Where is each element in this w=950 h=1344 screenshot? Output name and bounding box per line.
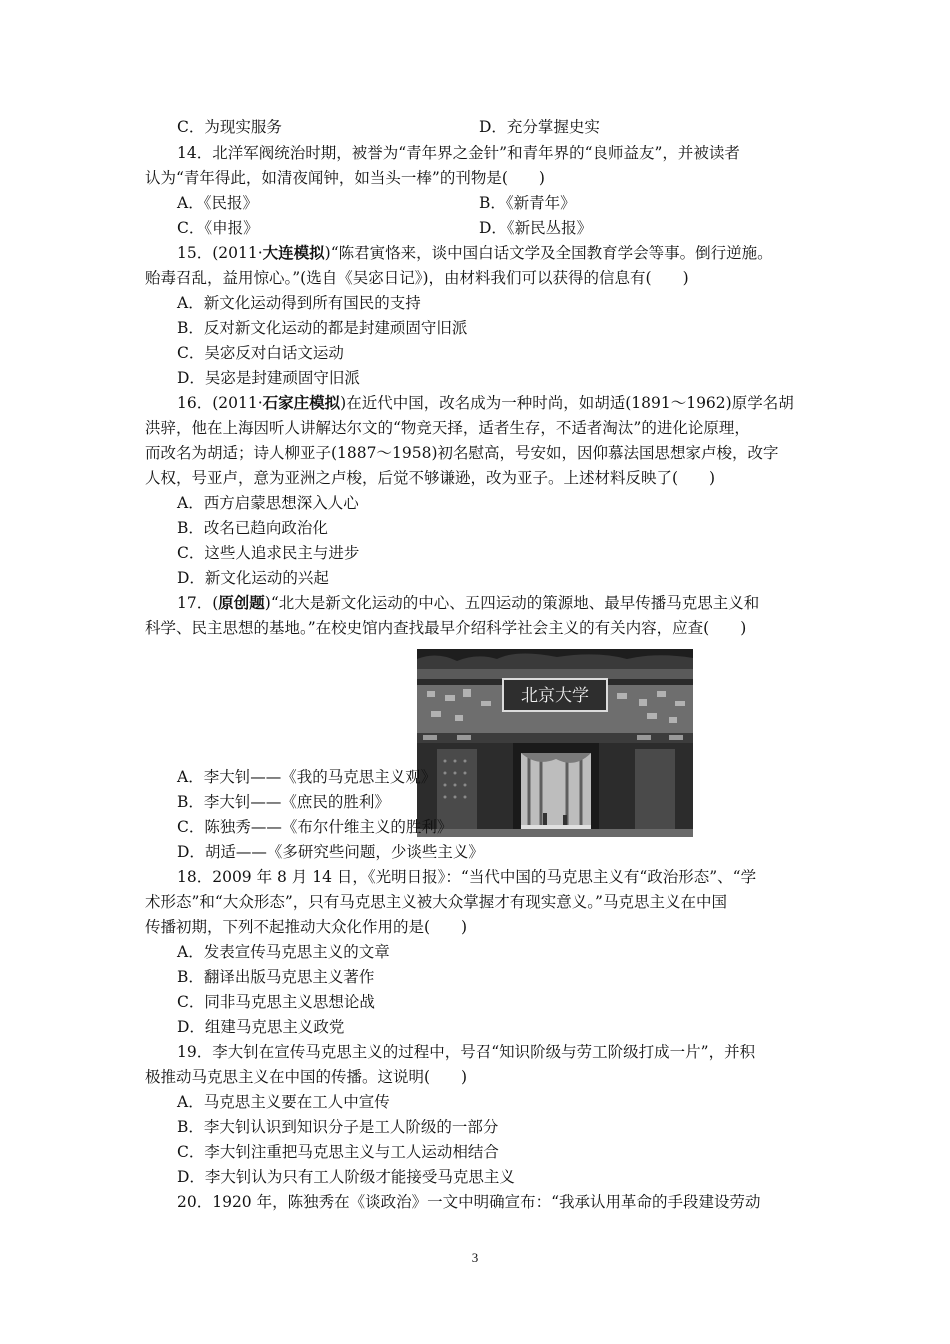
q15-option-c: C．吴宓反对白话文运动 [177, 344, 344, 362]
q19-option-a: A．马克思主义要在工人中宣传 [177, 1093, 390, 1111]
q16-option-d: D．新文化运动的兴起 [177, 569, 329, 587]
q16-source: 石家庄模拟 [262, 393, 341, 412]
q14-option-c: C．《申报》 [177, 219, 259, 237]
q18-option-c: C．同非马克思主义思想论战 [177, 993, 375, 1011]
q14-option-b: B．《新青年》 [479, 194, 576, 212]
q18-stem-line2: 术形态”和“大众形态”，只有马克思主义被大众掌握才有现实意义。”马克思主义在中国 [145, 893, 727, 911]
q16-number: 16．(2011· [177, 394, 263, 412]
q15-option-d: D．吴宓是封建顽固守旧派 [177, 369, 360, 387]
q18-stem-line3: 传播初期，下列不起推动大众化作用的是( ) [145, 918, 468, 936]
q17-stem-line2: 科学、民主思想的基地。”在校史馆内查找最早介绍科学社会主义的有关内容，应查( ) [145, 619, 747, 637]
q19-stem-line2: 极推动马克思主义在中国的传播。这说明( ) [145, 1068, 468, 1086]
q15-option-a: A．新文化运动得到所有国民的支持 [177, 294, 421, 312]
q14-option-a: A．《民报》 [177, 194, 258, 212]
q13-option-c: C．为现实服务 [177, 118, 282, 136]
q15-number: 15．(2011· [177, 244, 263, 262]
q18-stem-line1: 18．2009 年 8 月 14 日，《光明日报》：“当代中国的马克思主义有“政治形态”、“学 [177, 868, 757, 886]
q16-stem-line4: 人权，号亚卢，意为亚洲之卢梭，后觉不够谦逊，改为亚子。上述材料反映了( ) [145, 469, 716, 487]
q19-stem-line1: 19．李大钊在宣传马克思主义的过程中，号召“知识阶级与劳工阶级打成一片”，并积 [177, 1043, 756, 1061]
q15-stem-text: )“陈君寅恪来，谈中国白话文学及全国教育学会等事。倒行逆施。 [324, 244, 773, 262]
page-number: 3 [471, 1250, 479, 1265]
plaque-text: 北京大学 [521, 686, 589, 706]
q18-option-a: A．发表宣传马克思主义的文章 [177, 943, 390, 961]
q17-source: 原创题 [218, 593, 265, 612]
q16-stem-line1 [177, 392, 794, 414]
q19-option-b: B．李大钊认识到知识分子是工人阶级的一部分 [177, 1118, 499, 1136]
q13-option-d: D．充分掌握史实 [479, 118, 600, 136]
q14-stem-line1: 14．北洋军阀统治时期，被誉为“青年界之金针”和青年界的“良师益友”，并被读者 [177, 144, 740, 162]
q16-option-c: C．这些人追求民主与进步 [177, 544, 360, 562]
q19-option-c: C．李大钊注重把马克思主义与工人运动相结合 [177, 1143, 499, 1161]
q14-option-d: D．《新民丛报》 [479, 219, 593, 237]
q17-option-a: A．李大钊——《我的马克思主义观》 [177, 768, 437, 786]
q18-option-b: B．翻译出版马克思主义著作 [177, 968, 375, 986]
q15-source: 大连模拟 [262, 243, 325, 262]
q16-stem-line2: 洪骍，他在上海因听人讲解达尔文的“物竞天择，适者生存，不适者淘汰”的进化论原理， [145, 419, 750, 437]
q17-stem-line1 [177, 592, 759, 614]
q16-option-a: A．西方启蒙思想深入人心 [177, 494, 359, 512]
q17-stem-text: )“北大是新文化运动的中心、五四运动的策源地、最早传播马克思主义和 [264, 594, 760, 612]
q17-option-c: C．陈独秀——《布尔什维主义的胜利》 [177, 818, 453, 836]
q15-stem-line1 [177, 242, 773, 264]
peking-university-gate-photo [417, 649, 693, 837]
q16-stem-line3: 而改名为胡适；诗人柳亚子(1887～1958)初名慰高，号安如，因仰慕法国思想家卢梭，改字 [145, 444, 779, 462]
q16-option-b: B．改名已趋向政治化 [177, 519, 328, 537]
q16-stem-text: )在近代中国，改名成为一种时尚，如胡适(1891～1962)原学名胡 [340, 394, 794, 412]
q19-option-d: D．李大钊认为只有工人阶级才能接受马克思主义 [177, 1168, 515, 1186]
q20-stem-line1: 20．1920 年，陈独秀在《谈政治》一文中明确宣布：“我承认用革命的手段建设劳动 [177, 1193, 761, 1211]
q17-option-b: B．李大钊——《庶民的胜利》 [177, 793, 390, 811]
q18-option-d: D．组建马克思主义政党 [177, 1018, 345, 1036]
q14-stem-line2: 认为“青年得此，如清夜闻钟，如当头一棒”的刊物是( ) [145, 169, 545, 187]
q17-number: 17．( [177, 594, 219, 612]
q15-stem-line2: 贻毒召乱，益用惊心。”(选自《吴宓日记》)，由材料我们可以获得的信息有( ) [145, 269, 689, 287]
q15-option-b: B．反对新文化运动的都是封建顽固守旧派 [177, 319, 468, 337]
q17-option-d: D．胡适——《多研究些问题，少谈些主义》 [177, 843, 484, 861]
